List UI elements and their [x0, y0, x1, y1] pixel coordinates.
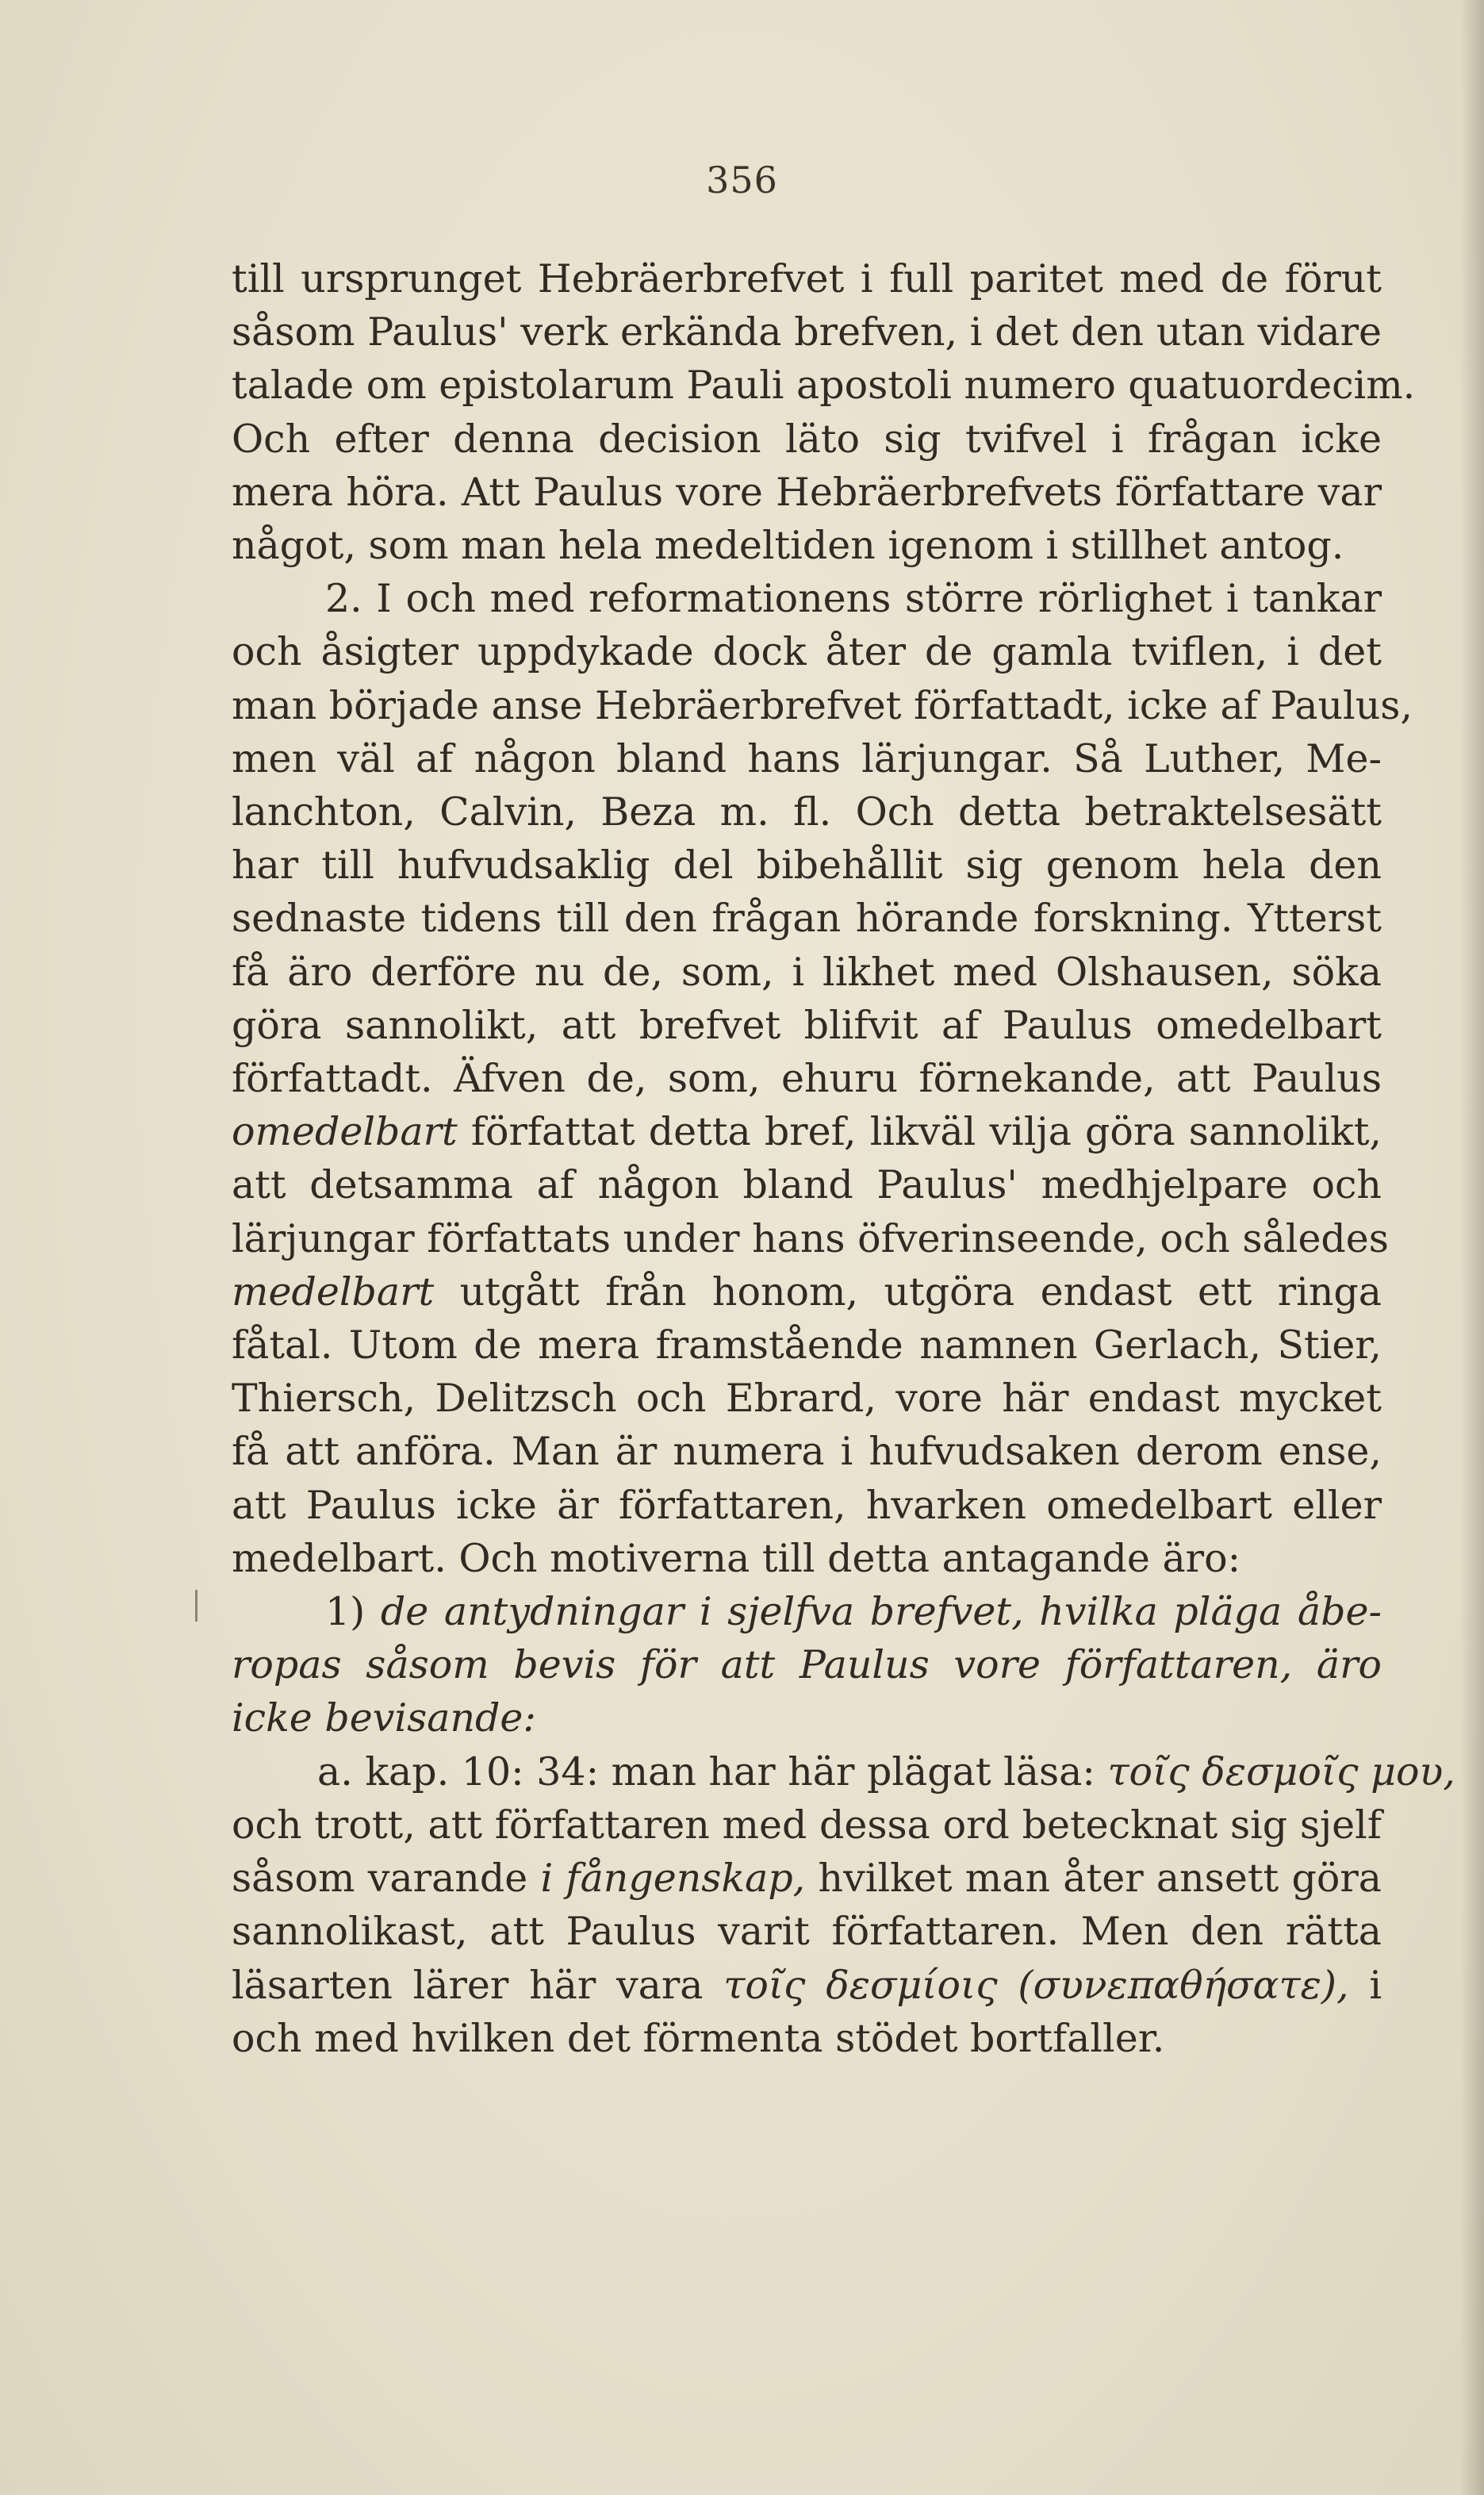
text-line: [232, 1425, 1382, 1478]
text-line: [232, 1158, 1382, 1211]
italic-text: omedelbart: [232, 1109, 458, 1155]
text-segment: såsom Paulus' verk erkända brefven, i det den utan vidare: [232, 309, 1382, 355]
text-segment: till ursprunget Hebräerbrefvet i full paritet med de förut: [232, 256, 1382, 301]
text-segment: a. kap. 10: 34: man har här plägat läsa:: [317, 1748, 1108, 1794]
text-segment: läsarten lärer här vara: [232, 1962, 724, 2008]
text-segment: har till hufvudsaklig del bibehållit sig genom hela den: [232, 843, 1382, 889]
text-segment: lanchton, Calvin, Beza m. fl. Och detta betraktelsesätt: [232, 789, 1382, 835]
text-segment: medelbart. Och motiverna till detta antagande äro:: [232, 1535, 1241, 1581]
text-line: [232, 1319, 1382, 1372]
text-line: [232, 946, 1382, 999]
text-line: [232, 999, 1382, 1052]
text-line: [232, 2012, 1382, 2065]
page-number: 356: [706, 159, 778, 202]
text-line: [232, 305, 1382, 359]
text-segment: och åsigter uppdykade dock åter de gamla tviflen, i det: [232, 629, 1382, 675]
text-line: [232, 679, 1413, 732]
text-line: [232, 1532, 1382, 1585]
text-line: [232, 1745, 1455, 1798]
text-segment: författat detta bref, likväl vilja göra sannolikt,: [457, 1109, 1382, 1155]
text-segment: utgått från honom, utgöra endast ett ringa: [434, 1269, 1382, 1315]
text-segment: få att anföra. Man är numera i hufvudsaken derom ense,: [232, 1429, 1382, 1475]
text-line: [232, 1638, 1382, 1691]
text-line: [232, 359, 1416, 412]
text-segment: få äro derföre nu de, som, i likhet med Olshausen, söka: [232, 949, 1382, 995]
text-line: [232, 732, 1382, 785]
text-segment: 2. I och med reformationens större rörlighet i tankar: [325, 576, 1382, 622]
text-segment: lärjungar författats under hans öfverinseende, och således: [232, 1215, 1389, 1261]
text-line: [232, 1052, 1382, 1105]
body-text: [232, 252, 1455, 2065]
text-segment: sannolikast, att Paulus varit författaren. Men den rätta: [232, 1909, 1382, 1955]
text-line: [232, 572, 1382, 625]
text-segment: hvilket man åter ansett göra: [805, 1856, 1382, 1902]
italic-text: icke bevisande:: [232, 1695, 536, 1741]
text-segment: författadt. Äfven de, som, ehuru förnekande, att Paulus: [232, 1056, 1382, 1102]
italic-text: τοῖς δεσμοῖς μου,: [1107, 1748, 1455, 1794]
text-line: [232, 413, 1382, 466]
italic-text: de antydningar i sjelfva brefvet, hvilka pläga åbe-: [380, 1589, 1382, 1635]
text-line: [232, 1585, 1382, 1638]
text-segment: göra sannolikt, att brefvet blifvit af Paulus omedelbart: [232, 1002, 1382, 1048]
text-line: [232, 1905, 1382, 1958]
text-segment: att detsamma af någon bland Paulus' medhjelpare och: [232, 1162, 1382, 1208]
text-line: [232, 1265, 1382, 1319]
text-line: [232, 1959, 1382, 2012]
text-segment: att Paulus icke är författaren, hvarken omedelbart eller: [232, 1482, 1382, 1528]
text-segment: sednaste tidens till den frågan hörande forskning. Ytterst: [232, 896, 1382, 942]
text-segment: fåtal. Utom de mera framstående namnen Gerlach, Stier,: [232, 1322, 1382, 1368]
text-segment: Thiersch, Delitzsch och Ebrard, vore här endast mycket: [232, 1376, 1382, 1422]
italic-text: i fångenskap,: [540, 1856, 806, 1902]
text-line: [232, 839, 1382, 892]
text-segment: talade om epistolarum Pauli apostoli numero quatuordecim.: [232, 363, 1416, 409]
text-segment: men väl af någon bland hans lärjungar. Så Luther, Me-: [232, 735, 1382, 781]
text-segment: Och efter denna decision läto sig tvifvel i frågan icke: [232, 416, 1382, 462]
text-line: [232, 1372, 1382, 1425]
text-segment: 1): [325, 1589, 381, 1635]
text-line: [232, 1798, 1382, 1852]
italic-text: τοῖς δεσμίοις (συνεπαθήσατε),: [723, 1962, 1349, 2008]
text-line: [232, 1212, 1389, 1265]
text-line: [232, 1105, 1382, 1158]
text-segment: och trott, att författaren med dessa ord betecknat sig sjelf: [232, 1802, 1382, 1848]
text-line: [232, 252, 1382, 305]
text-segment: såsom varande: [232, 1856, 541, 1902]
text-segment: något, som man hela medeltiden igenom i stillhet antog.: [232, 523, 1344, 569]
text-segment: och med hvilken det förmenta stödet bortfaller.: [232, 2015, 1165, 2061]
text-line: [232, 1691, 1382, 1745]
italic-text: ropas såsom bevis för att Paulus vore författaren, äro: [232, 1642, 1382, 1688]
text-segment: mera höra. Att Paulus vore Hebräerbrefvets författare var: [232, 469, 1382, 515]
page-edge-shadow: [1460, 0, 1484, 2495]
text-line: [232, 625, 1382, 678]
text-segment: i: [1348, 1962, 1382, 2008]
text-line: [232, 892, 1382, 945]
text-line: [232, 519, 1382, 572]
italic-text: medelbart: [232, 1269, 435, 1315]
text-line: [232, 1479, 1382, 1532]
text-line: [232, 466, 1382, 519]
text-segment: man började anse Hebräerbrefvet författadt, icke af Paulus,: [232, 682, 1413, 728]
text-line: [232, 1852, 1382, 1905]
text-line: [232, 785, 1382, 839]
margin-mark: [195, 1590, 197, 1622]
